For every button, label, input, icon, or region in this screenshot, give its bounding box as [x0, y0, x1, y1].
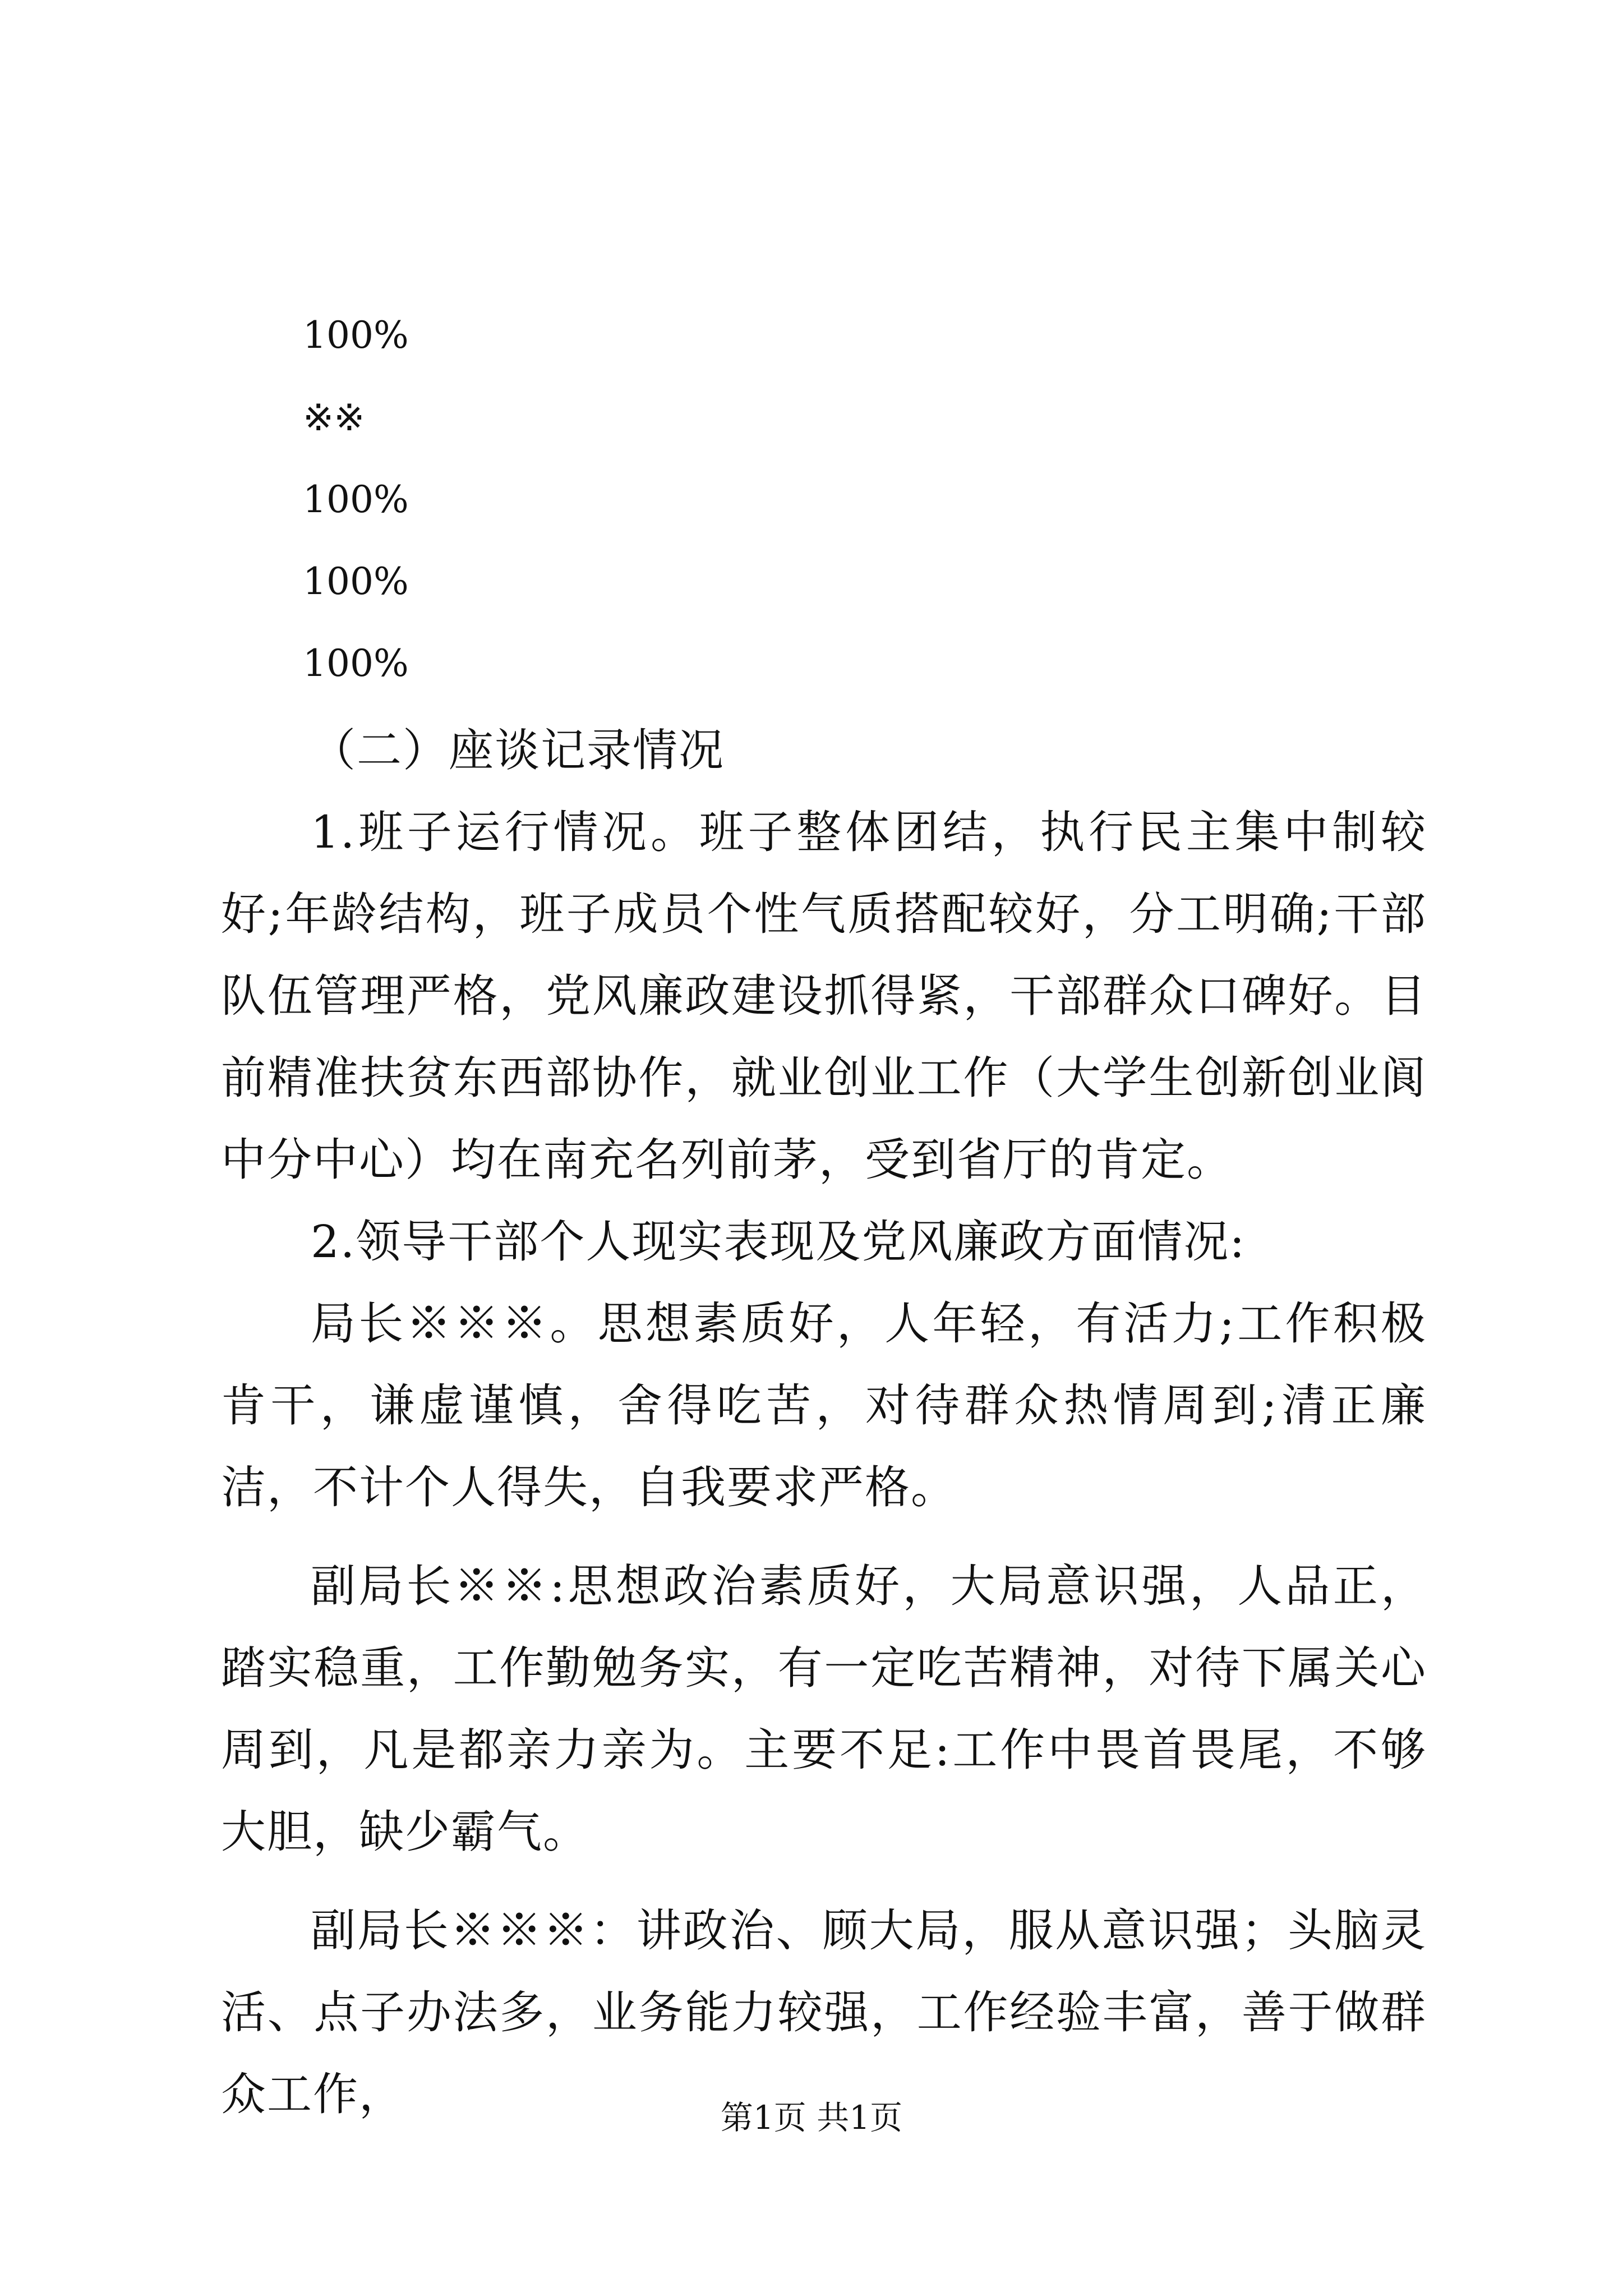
stat-value-5: 100%: [303, 642, 409, 685]
stat-value-3: 100%: [303, 478, 409, 521]
stat-value-2: ※※: [303, 396, 365, 439]
page-footer: 第1页 共1页: [720, 2099, 903, 2137]
paragraph-leaders-intro: 2.领导干部个人现实表现及党风廉政方面情况:: [311, 1216, 1246, 1268]
paragraph-director: 局长※※※。思想素质好，人年轻，有活力;工作积极肯干，谦虚谨慎，舍得吃苦，对待群众热情周到;清正廉洁，不计个人得失，自我要求严格。: [221, 1297, 1427, 1513]
section-heading: （二）座谈记录情况: [311, 724, 725, 776]
body-text: [221, 710, 1427, 2136]
stat-value-4: 100%: [303, 560, 409, 603]
paragraph-deputy-director-2: 副局长※※※：讲政治、顾大局，服从意识强；头脑灵活、点子办法多，业务能力较强，工作经验丰富，善于做群众工作，: [221, 1904, 1427, 2120]
paragraph-team-operation: 1.班子运行情况。班子整体团结，执行民主集中制较好;年龄结构，班子成员个性气质搭配较好，分工明确;干部队伍管理严格，党风廉政建设抓得紧，干部群众口碑好。目前精准扶贫东西部协作，就业创业工作（大学生创新创业阆中分中心）均在南充名列前茅，受到省厅的肯定。: [221, 806, 1427, 1186]
stat-value-1: 100%: [303, 314, 409, 357]
paragraph-deputy-director-1: 副局长※※:思想政治素质好，大局意识强，人品正，踏实稳重，工作勤勉务实，有一定吃苦精神，对待下属关心周到，凡是都亲力亲为。主要不足:工作中畏首畏尾，不够大胆，缺少霸气。: [221, 1560, 1427, 1858]
